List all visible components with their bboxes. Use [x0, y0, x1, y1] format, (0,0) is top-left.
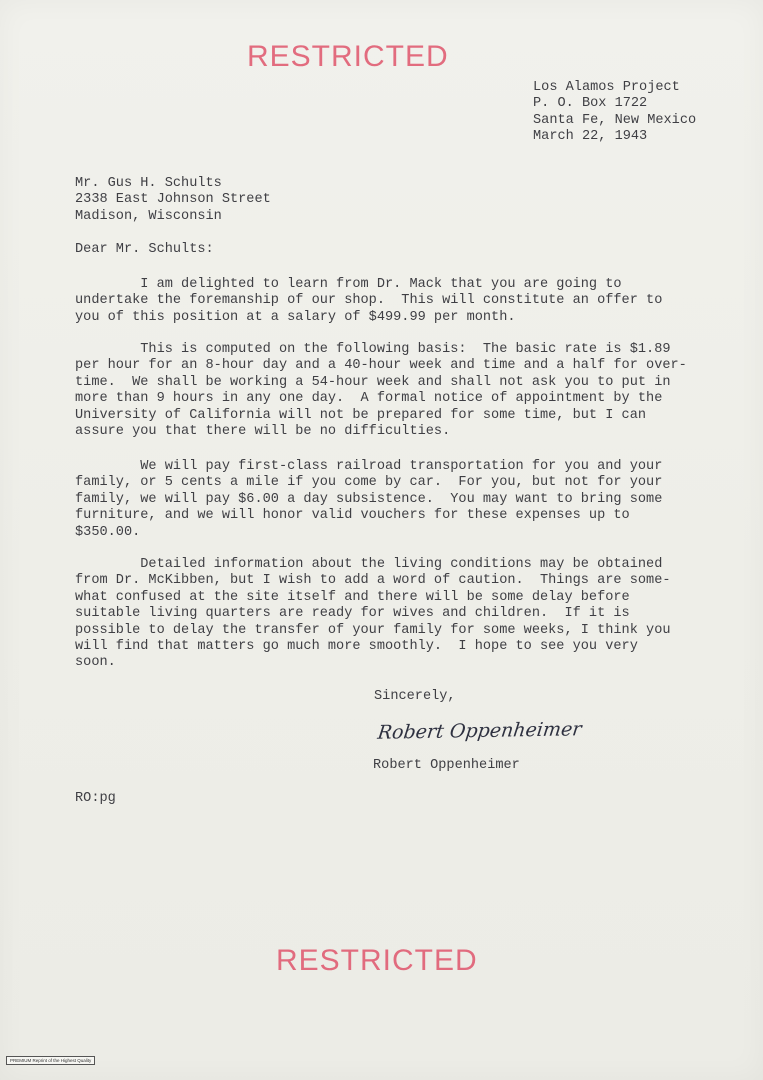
paragraph-3: We will pay first-class railroad transportation for you and your family, or 5 cents a mile if you come by car. For you, but not for your family, we will pay $6.00 a day subsistence. You may want to bring some furniture, and we will honor valid vouchers for these expenses up to $350.00.: [75, 459, 663, 540]
letterhead-line-2: P. O. Box 1722: [533, 96, 648, 112]
letterhead-line-1: Los Alamos Project: [533, 80, 680, 95]
handwritten-signature: Robert Oppenheimer: [376, 718, 583, 744]
recipient-name: Mr. Gus H. Schults: [75, 176, 222, 191]
typed-signature-name: Robert Oppenheimer: [373, 758, 520, 773]
typist-initials: RO:pg: [75, 791, 116, 806]
letterhead-address: [533, 80, 696, 146]
recipient-street: 2338 East Johnson Street: [75, 192, 271, 208]
salutation: Dear Mr. Schults:: [75, 242, 214, 257]
closing: Sincerely,: [374, 689, 456, 704]
letter-date: March 22, 1943: [533, 129, 648, 145]
restricted-stamp-bottom: RESTRICTED: [276, 944, 478, 977]
paragraph-1: I am delighted to learn from Dr. Mack that you are going to undertake the foremanship of our shop. This will constitute an offer to you of this position at a salary of $499.99 per month.: [75, 277, 663, 325]
restricted-stamp-top: RESTRICTED: [247, 40, 449, 73]
paragraph-2: This is computed on the following basis: The basic rate is $1.89 per hour for an 8-hour day and a 40-hour week and time and a half for over- time. We shall be working a 54-hour week and shall not ask you to put in more than 9 hours in any one day. A formal notice of appointment by the University of California will not be prepared for some time, but I can assure you that there will be no difficulties.: [75, 342, 687, 440]
paragraph-4: Detailed information about the living conditions may be obtained from Dr. McKibben, but I wish to add a word of caution. Things are some- what confused at the site itself and there will be some delay before suitable living quarters are ready for wives and children. If it is possible to delay the transfer of your family for some weeks, I think you will find that matters go much more smoothly. I hope to see you very soon.: [75, 557, 671, 671]
reprint-label: PREMIUM Reprint of the Highest Quality: [6, 1056, 95, 1065]
recipient-city: Madison, Wisconsin: [75, 208, 222, 224]
recipient-address: [75, 176, 271, 225]
letterhead-line-3: Santa Fe, New Mexico: [533, 112, 697, 128]
